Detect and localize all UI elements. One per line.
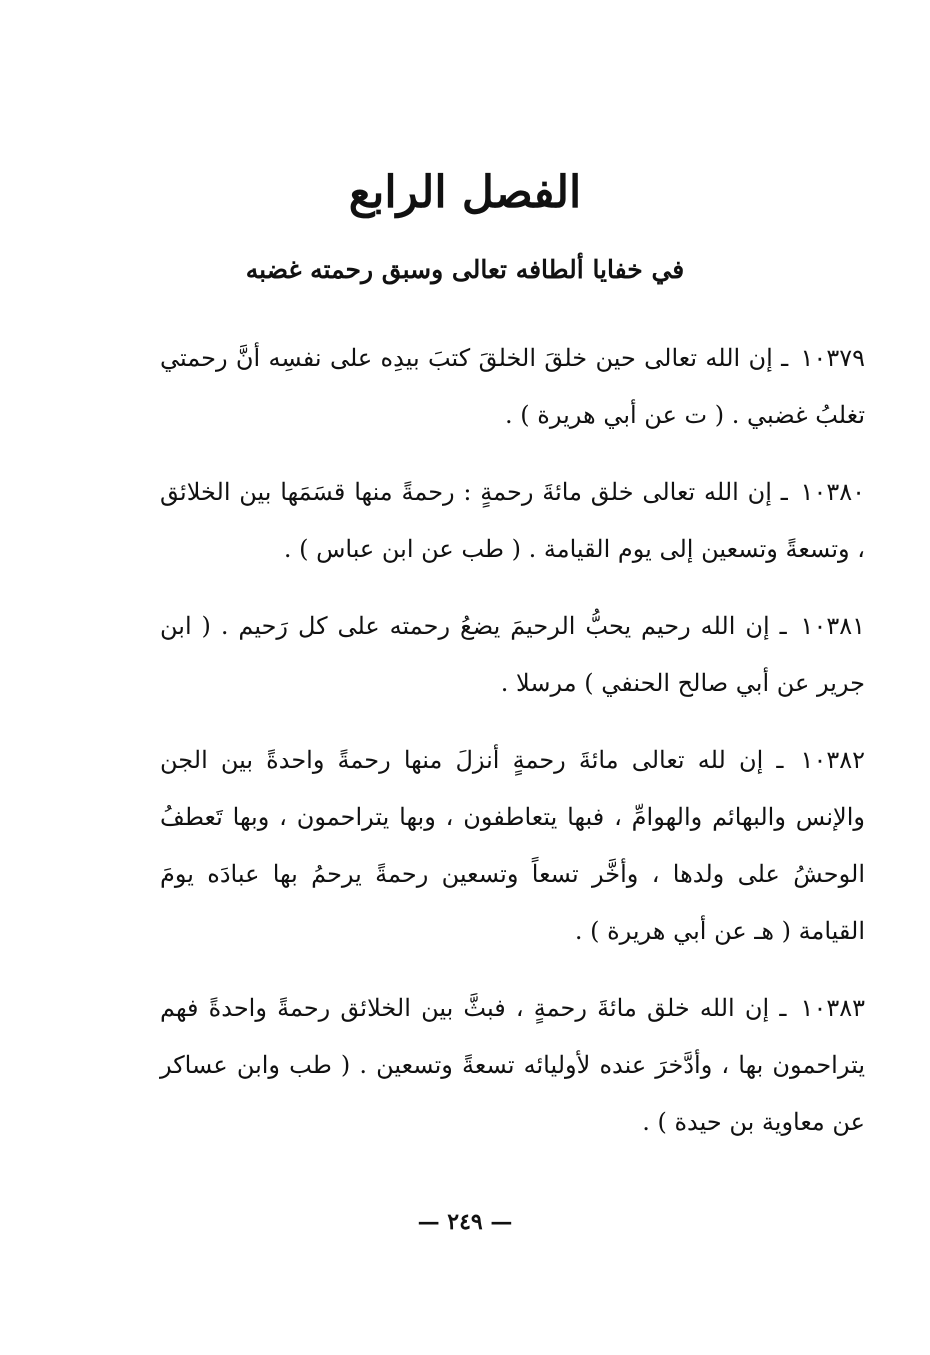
hadith-text: إن الله رحيم يحبُّ الرحيمَ يضعُ رحمته على كل رَحيم . ( ابن جرير عن أبي صالح الحنفي ) مرسلا . [160,612,865,697]
hadith-paragraph [160,464,865,578]
hadith-number: ١٠٣٨١ [800,612,865,640]
hadith-list [160,330,865,1171]
hadith-paragraph [160,732,865,960]
hadith-number: ١٠٣٧٩ [800,344,865,372]
hadith-dash: ـ [779,994,787,1022]
hadith-number: ١٠٣٨٢ [800,746,865,774]
hadith-text: إن لله تعالى مائةَ رحمةٍ أنزلَ منها رحمةً واحدةً بين الجن والإنس والبهائم والهوامِّ ، فبها يتعاطفون ، وبها يتراحمون ، وبها تَعطفُ الوحشُ على ولدها ، وأخَّر تسعاً وتسعين رحمةً يرحمُ بها عبادَه يومَ القيامة ( هـ عن أبي هريرة ) . [160,746,866,945]
hadith-paragraph [160,598,865,712]
chapter-title: الفصل الرابع [348,167,582,218]
hadith-dash: ـ [780,478,788,506]
page-number: — ٢٤٩ — [417,1209,513,1235]
hadith-text: إن الله خلق مائةَ رحمةٍ ، فبثَّ بين الخلائق رحمةً واحدةً فهم يتراحمون بها ، وأدَّخرَ عنده لأوليائه تسعةً وتسعين . ( طب وابن عساكر عن معاوية بن حيدة ) . [160,994,865,1136]
hadith-dash: ـ [776,746,784,774]
hadith-text: إن الله تعالى حين خلقَ الخلقَ كتبَ بيدِه على نفسِه أنَّ رحمتي تغلبُ غضبي . ( ت عن أبي هريرة ) . [160,344,865,429]
hadith-text: إن الله تعالى خلق مائةَ رحمةٍ : رحمةً منها قسَمَها بين الخلائق ، وتسعةً وتسعين إلى يوم القيامة . ( طب عن ابن عباس ) . [160,478,865,563]
hadith-paragraph [160,980,865,1151]
hadith-number: ١٠٣٨٠ [800,478,865,506]
hadith-number: ١٠٣٨٣ [800,994,865,1022]
chapter-subtitle: في خفايا ألطافه تعالى وسبق رحمته غضبه [245,255,685,284]
hadith-dash: ـ [781,344,789,372]
hadith-dash: ـ [779,612,787,640]
hadith-paragraph [160,330,865,444]
